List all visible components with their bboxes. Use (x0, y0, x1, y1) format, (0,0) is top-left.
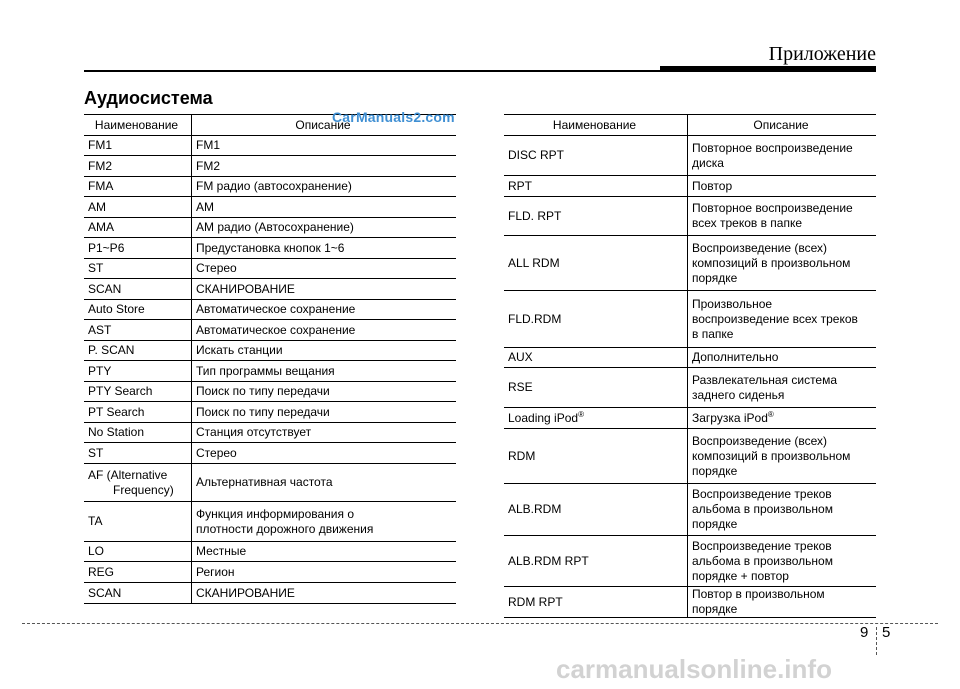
row-desc (688, 536, 877, 587)
row-name: RDM RPT (504, 587, 688, 618)
row-desc-line: порядке (692, 270, 738, 285)
row-desc (688, 136, 877, 176)
row-desc-line: композиций в произвольном (692, 255, 851, 270)
row-desc-line: диска (692, 155, 724, 170)
row-name: ALB.RDM (504, 484, 688, 536)
row-desc (688, 197, 877, 236)
table-row (84, 361, 456, 382)
row-name: SCAN (84, 583, 192, 604)
row-desc: Альтернативная частота (192, 464, 457, 502)
table-row (84, 177, 456, 197)
table-row (504, 236, 876, 291)
row-desc-line: Воспроизведение (всех) (692, 433, 828, 448)
table-row (504, 408, 876, 429)
table-row (84, 464, 456, 502)
row-desc: СКАНИРОВАНИЕ (192, 279, 457, 300)
row-name: Auto Store (84, 300, 192, 320)
table-row (504, 197, 876, 236)
row-name: AST (84, 320, 192, 341)
right-abbreviation-table (504, 114, 876, 618)
table-row (84, 542, 456, 562)
row-name-text: Loading iPod (508, 410, 579, 425)
row-desc-line: в папке (692, 326, 734, 341)
row-desc: Предустановка кнопок 1~6 (192, 238, 457, 259)
row-desc: Поиск по типу передачи (192, 382, 457, 402)
row-desc: AM (192, 197, 457, 218)
left-col-desc-header: Описание (192, 115, 457, 136)
row-name: RDM (504, 429, 688, 484)
row-desc-line: альбома в произвольном (692, 502, 833, 516)
table-row (504, 587, 876, 618)
row-desc: Повтор (688, 176, 877, 197)
row-name: No Station (84, 423, 192, 443)
row-desc: Местные (192, 542, 457, 562)
row-name: FLD. RPT (504, 197, 688, 236)
row-desc-line: альбома в произвольном (692, 553, 833, 568)
row-name: P1~P6 (84, 238, 192, 259)
row-desc-line: Произвольное (692, 296, 773, 311)
row-desc-line: порядке + повтор (692, 568, 789, 583)
page-header-title: Приложение (768, 43, 876, 65)
row-desc-line: композиций в произвольном (692, 448, 851, 463)
row-desc (192, 502, 457, 542)
row-desc-line: заднего сиденья (692, 387, 785, 402)
row-desc-line: Воспроизведение треков (692, 487, 832, 501)
right-col-name-header: Наименование (504, 115, 688, 136)
row-desc: Автоматическое сохранение (192, 320, 457, 341)
row-desc (688, 408, 877, 429)
row-name: RSE (504, 368, 688, 408)
row-desc: FM1 (192, 136, 457, 156)
table-row (84, 197, 456, 218)
row-name: AUX (504, 348, 688, 368)
table-row (84, 341, 456, 361)
watermark-logo-top: CarManuals2.com (332, 109, 455, 125)
row-desc-line: плотности дорожного движения (196, 521, 374, 536)
table-row (84, 136, 456, 156)
table-row (84, 156, 456, 177)
table-row (84, 502, 456, 542)
row-name: PT Search (84, 402, 192, 423)
row-desc-line: порядке (692, 463, 738, 478)
registered-mark: ® (578, 409, 584, 419)
row-name: PTY (84, 361, 192, 382)
row-desc: AM радио (Автосохранение) (192, 218, 457, 238)
table-row (504, 368, 876, 408)
row-name: DISC RPT (504, 136, 688, 176)
row-name-line: AF (Alternative (88, 467, 168, 482)
row-name: TA (84, 502, 192, 542)
row-desc-line: всех треков в папке (692, 216, 803, 230)
row-desc-line: порядке (692, 517, 738, 531)
row-name: FLD.RDM (504, 291, 688, 348)
table-row (84, 238, 456, 259)
table-row (84, 443, 456, 464)
row-desc-text: Загрузка iPod (692, 410, 768, 425)
table-row (504, 348, 876, 368)
table-row (84, 583, 456, 604)
left-abbreviation-table (84, 114, 456, 604)
row-desc-line: Повторное воспроизведение (692, 140, 853, 155)
table-row (84, 382, 456, 402)
row-name-line: Frequency) (113, 482, 174, 497)
row-desc: Дополнительно (688, 348, 877, 368)
row-desc (688, 368, 877, 408)
row-desc: FM радио (автосохранение) (192, 177, 457, 197)
table-row (504, 484, 876, 536)
row-name (84, 464, 192, 502)
row-desc: Автоматическое сохранение (192, 300, 457, 320)
row-name: P. SCAN (84, 341, 192, 361)
chapter-number: 9 (860, 624, 869, 641)
watermark-logo-bottom: carmanualsonline.info (556, 654, 832, 684)
table-row (84, 562, 456, 583)
table-row (84, 279, 456, 300)
right-col-desc-header: Описание (688, 115, 877, 136)
row-desc (688, 291, 877, 348)
footer-dashed-rule (22, 623, 938, 624)
row-desc-line: Воспроизведение (всех) (692, 240, 828, 255)
row-desc-line: Функция информирования о (196, 506, 355, 521)
row-name: REG (84, 562, 192, 583)
registered-mark: ® (767, 409, 774, 419)
page-number-divider (876, 627, 877, 655)
table-row (84, 423, 456, 443)
row-desc: СКАНИРОВАНИЕ (192, 583, 457, 604)
row-desc (688, 484, 877, 536)
row-name: LO (84, 542, 192, 562)
table-row (84, 259, 456, 279)
row-name: ALB.RDM RPT (504, 536, 688, 587)
row-name: ALL RDM (504, 236, 688, 291)
row-name: ST (84, 259, 192, 279)
row-desc (688, 236, 877, 291)
row-desc: Поиск по типу передачи (192, 402, 457, 423)
header-rule (84, 70, 660, 72)
table-row (84, 218, 456, 238)
row-name: ST (84, 443, 192, 464)
row-name: AM (84, 197, 192, 218)
table-row (504, 176, 876, 197)
row-desc-line: Воспроизведение треков (692, 538, 832, 553)
row-desc: Повтор в произвольном порядке (688, 587, 877, 618)
section-title: Аудиосистема (84, 88, 213, 108)
table-row (504, 136, 876, 176)
table-row (84, 320, 456, 341)
row-name: SCAN (84, 279, 192, 300)
row-desc-line: воспроизведение всех треков (692, 311, 858, 326)
row-desc: Тип программы вещания (192, 361, 457, 382)
row-name: FMA (84, 177, 192, 197)
row-desc: Стерео (192, 259, 457, 279)
table-row (504, 291, 876, 348)
row-name: AMA (84, 218, 192, 238)
page-number: 5 (882, 624, 891, 641)
row-name: FM2 (84, 156, 192, 177)
row-desc: Стерео (192, 443, 457, 464)
row-desc: Регион (192, 562, 457, 583)
table-row (504, 429, 876, 484)
row-name: PTY Search (84, 382, 192, 402)
row-desc: Станция отсутствует (192, 423, 457, 443)
row-name: RPT (504, 176, 688, 197)
table-row (84, 402, 456, 423)
row-desc-line: Повторное воспроизведение (692, 201, 853, 215)
row-desc: FM2 (192, 156, 457, 177)
row-desc-line: Развлекательная система (692, 372, 838, 387)
table-row (84, 300, 456, 320)
row-name: FM1 (84, 136, 192, 156)
row-desc: Искать станции (192, 341, 457, 361)
table-row (504, 536, 876, 587)
row-name (504, 408, 688, 429)
row-desc (688, 429, 877, 484)
left-col-name-header: Наименование (84, 115, 192, 136)
header-rule-accent (660, 66, 876, 72)
